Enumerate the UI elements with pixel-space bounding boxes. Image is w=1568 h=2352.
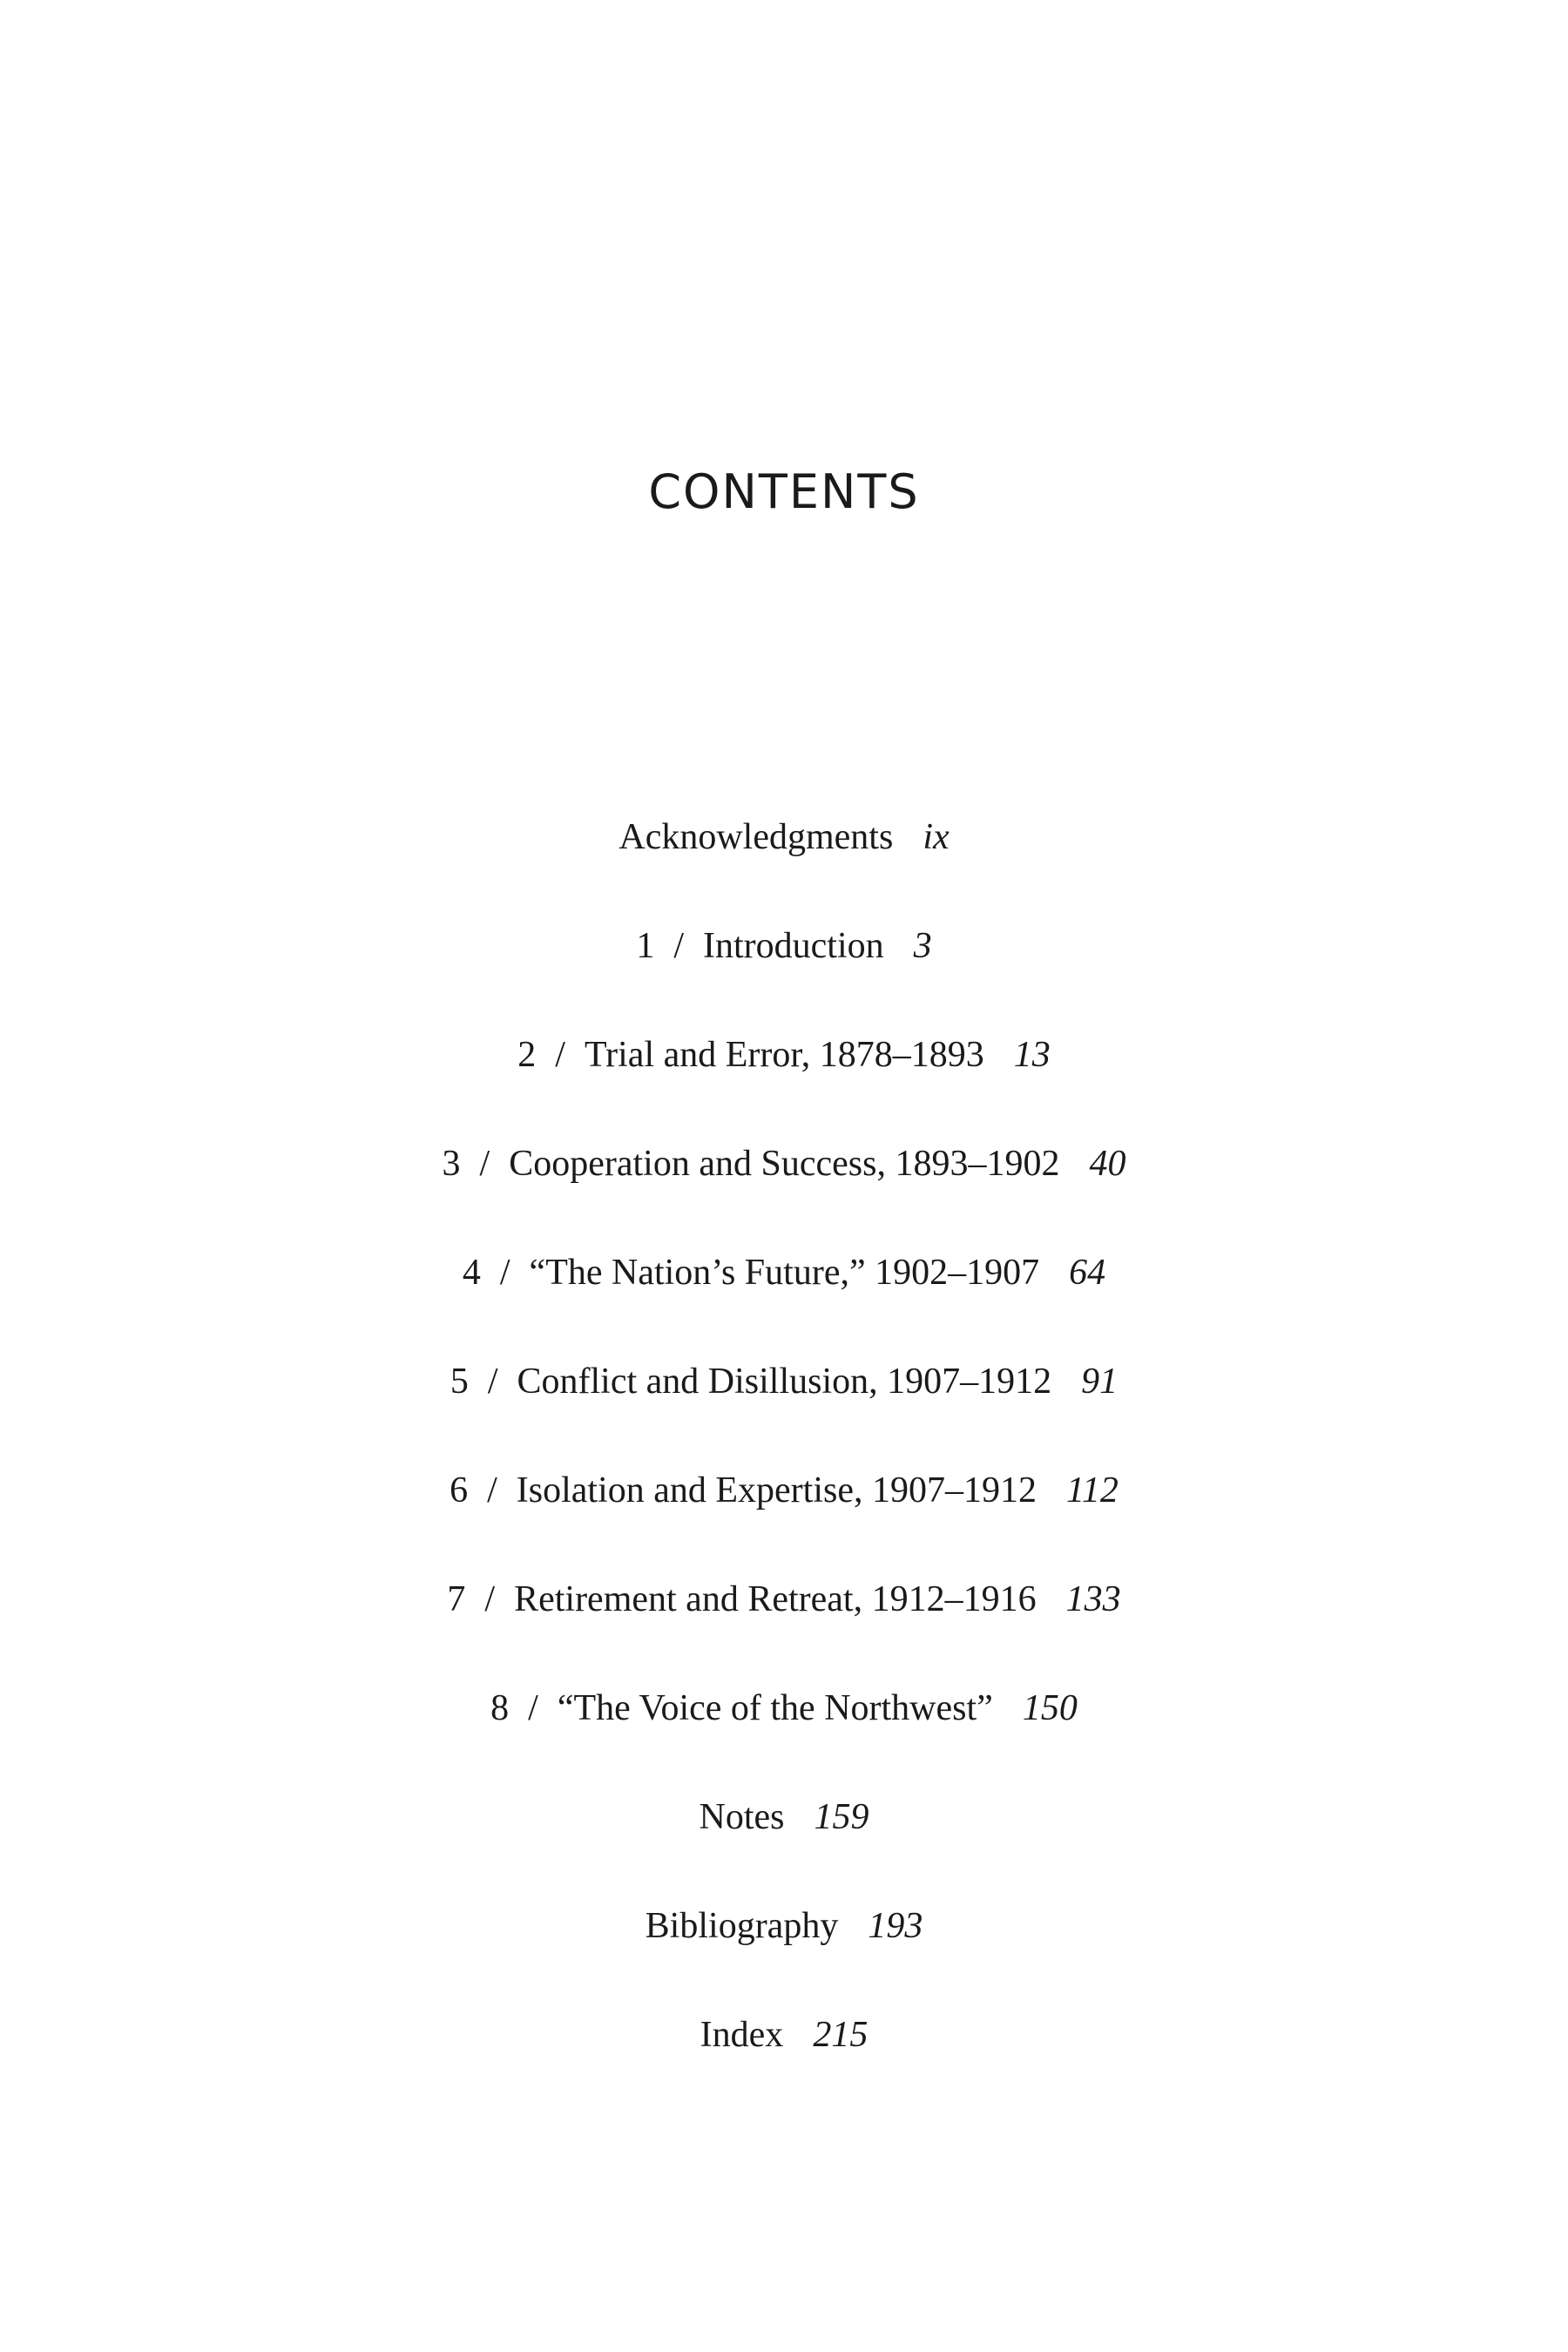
entry-title: Trial and Error, 1878–1893: [584, 1035, 984, 1075]
entry-title: Cooperation and Success, 1893–1902: [509, 1144, 1060, 1184]
toc-entry-chapter-2: [0, 1037, 1568, 1146]
chapter-number: 1: [636, 926, 655, 966]
toc-entry-bibliography: [0, 1908, 1568, 2017]
page-number: 3: [913, 926, 932, 966]
chapter-number: 8: [490, 1688, 510, 1728]
chapter-number: 2: [517, 1035, 537, 1075]
entry-title: Isolation and Expertise, 1907–1912: [516, 1470, 1037, 1511]
entry-title: “The Nation’s Future,” 1902–1907: [529, 1253, 1040, 1293]
chapter-number: 6: [449, 1470, 469, 1511]
entry-title: Acknowledgments: [618, 817, 894, 857]
page-number: 40: [1089, 1144, 1126, 1184]
chapter-number: 4: [462, 1253, 481, 1293]
toc-entry-chapter-5: [0, 1363, 1568, 1472]
toc-entry-notes: [0, 1799, 1568, 1908]
entry-title: Index: [700, 2015, 784, 2055]
toc-entry-chapter-1: [0, 928, 1568, 1037]
toc-entry-acknowledgments: [0, 819, 1568, 928]
toc-entry-chapter-8: [0, 1690, 1568, 1799]
page-number: 64: [1069, 1253, 1106, 1293]
chapter-separator: /: [528, 1688, 538, 1728]
entry-title: Introduction: [703, 926, 884, 966]
toc-entry-chapter-7: [0, 1581, 1568, 1690]
page-number: 215: [813, 2015, 868, 2055]
chapter-separator: /: [499, 1253, 510, 1293]
page-number: ix: [923, 817, 950, 857]
entry-title: Retirement and Retreat, 1912–1916: [514, 1579, 1037, 1619]
entry-title: “The Voice of the Northwest”: [557, 1688, 993, 1728]
page-number: 91: [1081, 1362, 1119, 1402]
page-number: 112: [1066, 1470, 1119, 1511]
chapter-number: 5: [449, 1362, 469, 1402]
page-number: 13: [1013, 1035, 1051, 1075]
toc-entry-index: [0, 2017, 1568, 2126]
entry-title: Bibliography: [645, 1906, 839, 1946]
page-number: 193: [868, 1906, 923, 1946]
chapter-separator: /: [487, 1362, 498, 1402]
table-of-contents: [0, 819, 1568, 2126]
chapter-number: 7: [447, 1579, 466, 1619]
chapter-separator: /: [479, 1144, 490, 1184]
page-number: 159: [814, 1797, 869, 1837]
chapter-separator: /: [484, 1579, 496, 1619]
page-number: 133: [1065, 1579, 1121, 1619]
toc-entry-chapter-3: [0, 1146, 1568, 1254]
entry-title: Notes: [699, 1797, 785, 1837]
page-title: CONTENTS: [648, 464, 920, 519]
chapter-separator: /: [487, 1470, 497, 1511]
entry-title: Conflict and Disillusion, 1907–1912: [517, 1362, 1052, 1402]
toc-entry-chapter-6: [0, 1472, 1568, 1581]
chapter-separator: /: [673, 926, 685, 966]
toc-entry-chapter-4: [0, 1254, 1568, 1363]
chapter-number: 3: [442, 1144, 461, 1184]
chapter-separator: /: [555, 1035, 565, 1075]
page-number: 150: [1022, 1688, 1078, 1728]
